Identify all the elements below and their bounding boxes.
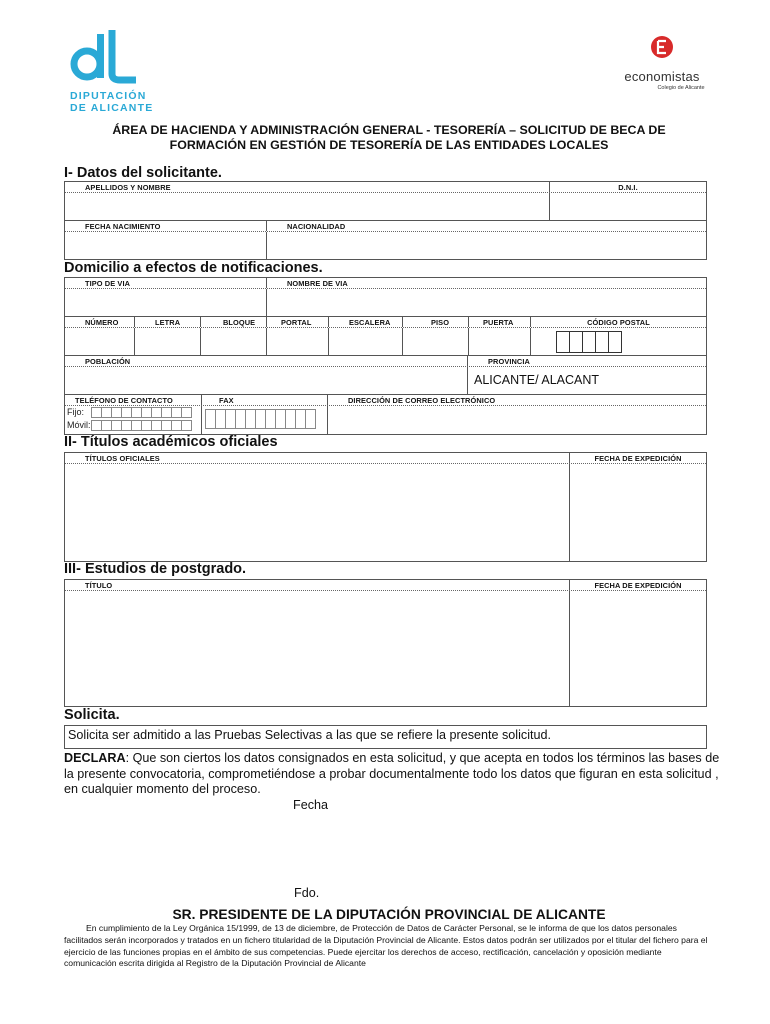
- postgrad-fecha-label: FECHA DE EXPEDICIÓN: [570, 580, 706, 590]
- fijo-boxes[interactable]: [91, 407, 191, 418]
- poblacion-input[interactable]: [65, 367, 468, 394]
- titles-input-row: [65, 464, 706, 562]
- codigo-postal-label: CÓDIGO POSTAL: [531, 317, 706, 327]
- title-line1: ÁREA DE HACIENDA Y ADMINISTRACIÓN GENERAL - TESORERÍA – SOLICITUD DE BECA DE: [112, 123, 666, 137]
- poblacion-input-row: [65, 367, 706, 395]
- poblacion-label: POBLACIÓN: [65, 356, 468, 366]
- titulos-oficiales-input[interactable]: [65, 464, 570, 562]
- fecha-nacimiento-input[interactable]: [65, 232, 267, 259]
- address-table: [64, 277, 707, 435]
- fax-label: FAX: [202, 395, 328, 405]
- bloque-input[interactable]: [201, 328, 267, 355]
- section-titles-heading: II- Títulos académicos oficiales: [64, 434, 278, 450]
- numero-label: NÚMERO: [65, 317, 135, 327]
- provincia-value: ALICANTE/ ALACANT: [474, 373, 600, 387]
- titles-header-row: [65, 453, 706, 464]
- partner-subtitle: Colegio de Alicante: [657, 85, 705, 91]
- postgrad-input-row: [65, 591, 706, 707]
- escalera-input[interactable]: [329, 328, 403, 355]
- portal-input[interactable]: [267, 328, 329, 355]
- contact-input-row: [65, 406, 706, 434]
- letra-label: LETRA: [135, 317, 201, 327]
- postgrad-fecha-input[interactable]: [570, 591, 706, 707]
- org-name-line1: DIPUTACIÓN: [70, 90, 147, 102]
- birth-header-row: [65, 221, 706, 232]
- movil-boxes[interactable]: [91, 420, 191, 431]
- section-applicant-heading: I- Datos del solicitante.: [64, 165, 222, 181]
- applicant-header-row: [65, 182, 706, 193]
- fecha-nacimiento-label: FECHA NACIMIENTO: [65, 221, 267, 231]
- fecha-label: Fecha: [293, 798, 329, 812]
- section-postgrad-heading: III- Estudios de postgrado.: [64, 561, 247, 577]
- economistas-emblem-icon: [651, 34, 673, 60]
- fax-input: [202, 406, 328, 434]
- titulos-oficiales-label: TÍTULOS OFICIALES: [65, 453, 570, 463]
- solicita-text: Solicita ser admitido a las Pruebas Selectivas a las que se refiere la presente solicitud.: [64, 725, 707, 749]
- dni-label: D.N.I.: [550, 182, 706, 192]
- addressee: SR. PRESIDENTE DE LA DIPUTACIÓN PROVINCIAL DE ALICANTE: [172, 907, 606, 922]
- applicant-input-row: [65, 193, 706, 221]
- number-header-row: [65, 317, 706, 328]
- economistas-logo: [612, 34, 712, 91]
- declara-paragraph: [64, 751, 724, 798]
- nacionalidad-label: NACIONALIDAD: [267, 221, 706, 231]
- fecha-expedicion-input[interactable]: [570, 464, 706, 562]
- fax-boxes[interactable]: [205, 409, 315, 429]
- email-label: DIRECCIÓN DE CORREO ELECTRÓNICO: [328, 395, 706, 405]
- declara-text: : Que son ciertos los datos consignados en esta solicitud, y que acepta en todos los términos las bases de la presente convocatoria, comprometiéndose a probar documentalmente todo los datos que figuran en esta solicitud , en cualquier momento del proceso.: [64, 751, 720, 796]
- org-name: [70, 90, 170, 114]
- solicita-heading: Solicita.: [64, 707, 120, 723]
- escalera-label: ESCALERA: [329, 317, 403, 327]
- piso-input[interactable]: [403, 328, 469, 355]
- partner-name: economistas: [624, 69, 700, 84]
- cp-box[interactable]: [582, 331, 596, 353]
- portal-label: PORTAL: [267, 317, 329, 327]
- apellidos-label: APELLIDOS Y NOMBRE: [65, 182, 550, 192]
- postgrad-header-row: [65, 580, 706, 591]
- legal-notice: En cumplimiento de la Ley Orgánica 15/1999, de 13 de diciembre, de Protección de Datos de Carácter Personal, se le informa de que los datos personales facilitados serán incorporados y tratados en un fichero titularidad de la Diputación Provincial de Alicante. Estos datos podrán ser utilizados por el titular del fichero para el ejercicio de las funciones propias en el ámbito de sus competencias. Puede ejercitar los derechos de acceso, rectificación, cancelación y oposición mediante comunicación escrita dirigida al Registro de la Diputación Provincial de Alicante: [64, 923, 708, 969]
- cp-box[interactable]: [569, 331, 583, 353]
- via-input-row: [65, 289, 706, 317]
- codigo-postal-input[interactable]: [531, 328, 706, 355]
- firma-label: Fdo.: [294, 886, 320, 900]
- titulo-input[interactable]: [65, 591, 570, 707]
- apellidos-input[interactable]: [65, 193, 550, 220]
- puerta-label: PUERTA: [469, 317, 531, 327]
- contact-header-row: [65, 395, 706, 406]
- telefono-label: TELÉFONO DE CONTACTO: [65, 395, 202, 405]
- puerta-input[interactable]: [469, 328, 531, 355]
- piso-label: PISO: [403, 317, 469, 327]
- declara-label: DECLARA: [64, 751, 126, 765]
- cp-box[interactable]: [595, 331, 609, 353]
- diputacion-logo: [70, 28, 170, 114]
- provincia-label: PROVINCIA: [468, 356, 706, 366]
- titles-table: [64, 452, 707, 562]
- telefono-input: [65, 406, 202, 434]
- fijo-label: Fijo:: [67, 407, 85, 417]
- org-name-line2: DE ALICANTE: [70, 102, 154, 114]
- document-title: [64, 123, 714, 153]
- movil-label: Móvil:: [67, 420, 91, 430]
- postgrad-table: [64, 579, 707, 707]
- nacionalidad-input[interactable]: [267, 232, 706, 259]
- email-input[interactable]: [328, 406, 706, 434]
- section-address-heading: Domicilio a efectos de notificaciones.: [64, 260, 323, 276]
- titulo-label: TÍTULO: [65, 580, 570, 590]
- cp-box[interactable]: [608, 331, 622, 353]
- nombre-via-label: NOMBRE DE VIA: [267, 278, 706, 288]
- bloque-label: BLOQUE: [201, 317, 267, 327]
- dni-input[interactable]: [550, 193, 706, 220]
- codigo-postal-boxes: [556, 331, 621, 353]
- birth-input-row: [65, 232, 706, 259]
- via-header-row: [65, 278, 706, 289]
- tipo-via-input[interactable]: [65, 289, 267, 316]
- al-monogram-icon: [70, 28, 138, 86]
- fecha-expedicion-label: FECHA DE EXPEDICIÓN: [570, 453, 706, 463]
- tipo-via-label: TIPO DE VIA: [65, 278, 267, 288]
- applicant-table: [64, 181, 707, 260]
- title-line2: FORMACIÓN EN GESTIÓN DE TESORERÍA DE LAS ENTIDADES LOCALES: [169, 138, 609, 152]
- cp-box[interactable]: [556, 331, 570, 353]
- nombre-via-input[interactable]: [267, 289, 706, 316]
- numero-input[interactable]: [65, 328, 135, 355]
- number-input-row: [65, 328, 706, 356]
- letra-input[interactable]: [135, 328, 201, 355]
- poblacion-header-row: [65, 356, 706, 367]
